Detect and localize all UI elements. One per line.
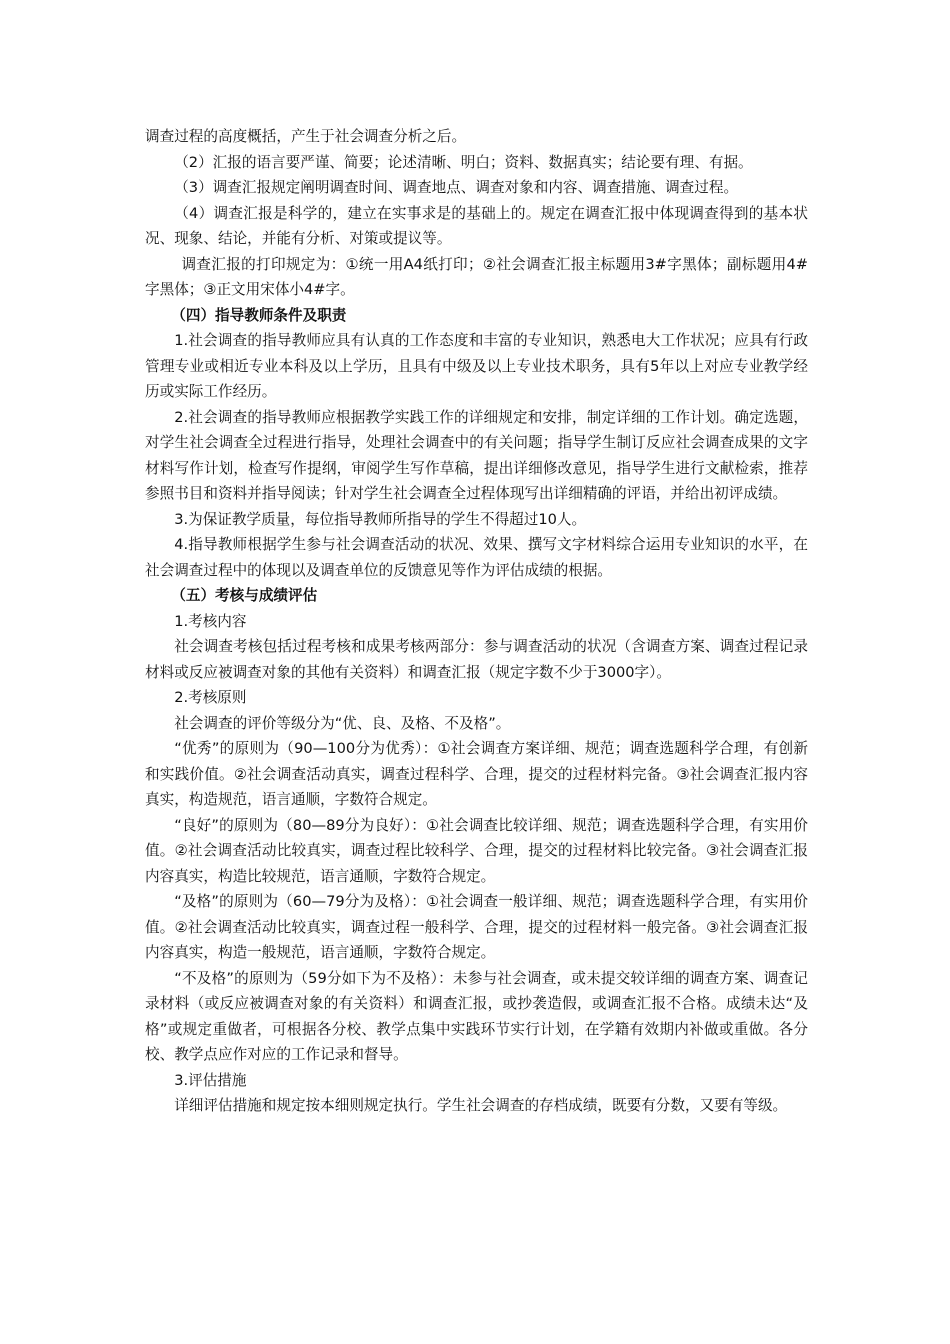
document-body bbox=[145, 124, 808, 1119]
paragraph-grade-levels: 社会调查的评价等级分为“优、良、及格、不及格”。 bbox=[174, 714, 511, 732]
paragraph-report-language: （2）汇报的语言要严谨、简要；论述清晰、明白；资料、数据真实；结论要有理、有据。 bbox=[174, 153, 753, 171]
paragraph-print-requirements: 调查汇报的打印规定为：①统一用A4纸打印；②社会调查汇报主标题用3#字黑体；副标题用4#字黑体；③正文用宋体小4#字。 bbox=[145, 255, 808, 298]
paragraph-advisor-duties: 2.社会调查的指导教师应根据教学实践工作的详细规定和安排，制定详细的工作计划。确定选题，对学生社会调查全过程进行指导，处理社会调查中的有关问题；指导学生制订反应社会调查成果的文字材料写作计划，检查写作提纲，审阅学生写作草稿，提出详细修改意见，指导学生进行文献检索，推荐参照书目和资料并指导阅读；针对学生社会调查全过程体现写出详细精确的评语，并给出初评成绩。 bbox=[145, 408, 808, 502]
paragraph-advisor-student-limit: 3.为保证教学质量，每位指导教师所指导的学生不得超过10人。 bbox=[174, 510, 587, 528]
paragraph-report-scientific: （4）调查汇报是科学的，建立在实事求是的基础上的。规定在调查汇报中体现调查得到的基本状况、现象、结论，并能有分析、对策或提议等。 bbox=[145, 204, 808, 247]
subheading-evaluation-methods: 3.评估措施 bbox=[174, 1071, 247, 1089]
paragraph-advisor-evaluation-basis: 4.指导教师根据学生参与社会调查活动的状况、效果、撰写文字材料综合运用专业知识的水平，在社会调查过程中的体现以及调查单位的反馈意见等作为评估成绩的根据。 bbox=[145, 536, 808, 579]
paragraph-survey-summary-end: 调查过程的高度概括，产生于社会调查分析之后。 bbox=[145, 128, 467, 145]
subheading-assessment-principles: 2.考核原则 bbox=[174, 689, 247, 706]
paragraph-grade-fail: “不及格”的原则为（59分如下为不及格）：未参与社会调查，或未提交较详细的调查方案、调查记录材料（或反应被调查对象的有关资料）和调查汇报，或抄袭造假，或调查汇报不合格。成绩未达“及格”或规定重做者，可根据各分校、教学点集中实践环节实行计划，在学籍有效期内补做或重做。各分校、教学点应作对应的工作记录和督导。 bbox=[145, 969, 808, 1063]
paragraph-report-elements: （3）调查汇报规定阐明调查时间、调查地点、调查对象和内容、调查措施、调查过程。 bbox=[174, 179, 739, 196]
paragraph-advisor-qualification: 1.社会调查的指导教师应具有认真的工作态度和丰富的专业知识，熟悉电大工作状况；应具有行政管理专业或相近专业本科及以上学历，且具有中级及以上专业技术职务，具有5年以上对应专业教学经历或实际工作经历。 bbox=[145, 332, 808, 400]
paragraph-grade-good: “良好”的原则为（80—89分为良好）：①社会调查比较详细、规范；调查选题科学合理，有实用价值。②社会调查活动比较真实，调查过程比较科学、合理，提交的过程材料比较完备。③社会调查汇报内容真实，构造比较规范，语言通顺，字数符合规定。 bbox=[145, 816, 808, 885]
section-heading-assessment: （五）考核与成绩评估 bbox=[171, 587, 318, 604]
paragraph-evaluation-methods: 详细评估措施和规定按本细则规定执行。学生社会调查的存档成绩，既要有分数，又要有等级。 bbox=[174, 1097, 788, 1114]
paragraph-assessment-content: 社会调查考核包括过程考核和成果考核两部分：参与调查活动的状况（含调查方案、调查过程记录材料或反应被调查对象的其他有关资料）和调查汇报（规定字数不少于3000字）。 bbox=[145, 638, 808, 681]
subheading-assessment-content: 1.考核内容 bbox=[174, 612, 247, 630]
section-heading-advisor: （四）指导教师条件及职责 bbox=[171, 306, 347, 324]
paragraph-grade-pass: “及格”的原则为（60—79分为及格）：①社会调查一般详细、规范；调查选题科学合理，有实用价值。②社会调查活动比较真实，调查过程一般科学、合理，提交的过程材料一般完备。③社会调查汇报内容真实，构造一般规范，语言通顺，字数符合规定。 bbox=[145, 893, 808, 961]
paragraph-grade-excellent: “优秀”的原则为（90—100分为优秀）：①社会调查方案详细、规范；调查选题科学合理，有创新和实践价值。②社会调查活动真实，调查过程科学、合理，提交的过程材料完备。③社会调查汇报内容真实，构造规范，语言通顺，字数符合规定。 bbox=[145, 740, 808, 808]
